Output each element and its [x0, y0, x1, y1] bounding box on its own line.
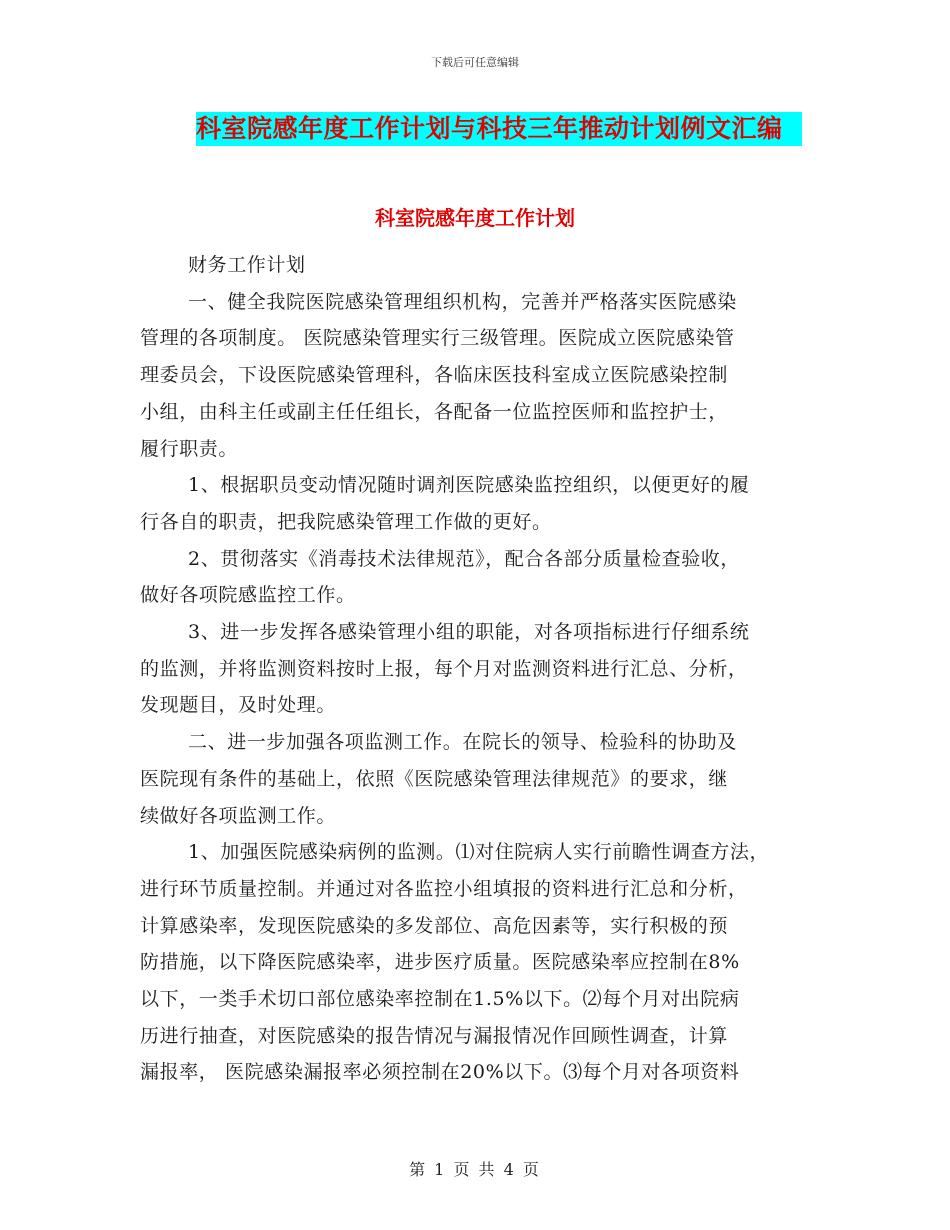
main-title: 科室院感年度工作计划与科技三年推动计划例文汇编	[196, 112, 802, 146]
text-line: 进行环节质量控制。并通过对各监控小组填报的资料进行汇总和分析，	[140, 877, 748, 900]
text-line: 管理的各项制度。 医院感染管理实行三级管理。医院成立医院感染管	[140, 327, 735, 350]
text-line: 二、进一步加强各项监测工作。在院长的领导、检验科的协助及	[188, 731, 737, 754]
section-title: 科室院感年度工作计划	[375, 206, 575, 230]
text-line: 医院现有条件的基础上，依照《医院感染管理法律规范》的要求，继	[140, 767, 729, 790]
page-footer: 第 1 页 共 4 页	[409, 1160, 541, 1179]
header-note: 下载后可任意编辑	[431, 56, 519, 69]
text-line: 的监测，并将监测资料按时上报，每个月对监测资料进行汇总、分析，	[140, 657, 748, 680]
text-line: 计算感染率，发现医院感染的多发部位、高危因素等，实行积极的预	[140, 914, 729, 937]
text-line: 做好各项院感监控工作。	[140, 584, 356, 607]
text-line: 一、健全我院医院感染管理组织机构，完善并严格落实医院感染	[188, 290, 737, 313]
text-line: 3、进一步发挥各感染管理小组的职能，对各项指标进行仔细系统	[188, 621, 750, 644]
text-line: 财务工作计划	[188, 254, 306, 276]
text-line: 行各自的职责，把我院感染管理工作做的更好。	[140, 510, 552, 533]
document-body	[140, 247, 812, 1091]
text-line: 续做好各项监测工作。	[140, 804, 337, 827]
text-line: 发现题目，及时处理。	[140, 694, 337, 717]
text-line: 2、贯彻落实《消毒技术法律规范》，配合各部分质量检查验收，	[188, 547, 740, 570]
text-line: 理委员会，下设医院感染管理科，各临床医技科室成立医院感染控制	[140, 364, 729, 387]
text-line: 小组，由科主任或副主任任组长，各配备一位监控医师和监控护士，	[140, 400, 729, 423]
text-line: 1、根据职员变动情况随时调剂医院感染监控组织，以便更好的履	[188, 474, 750, 497]
text-line: 防措施，以下降医院感染率，进步医疗质量。医院感染率应控制在8%	[140, 951, 740, 974]
text-line: 1、加强医院感染病例的监测。⑴对住院病人实行前瞻性调查方法，	[188, 841, 770, 864]
text-line: 漏报率， 医院感染漏报率必须控制在20%以下。⑶每个月对各项资料	[140, 1061, 740, 1084]
text-line: 以下，一类手术切口部位感染率控制在1.5%以下。⑵每个月对出院病	[140, 988, 740, 1011]
text-line: 历进行抽查，对医院感染的报告情况与漏报情况作回顾性调查，计算	[140, 1024, 729, 1047]
text-line: 履行职责。	[140, 437, 239, 460]
